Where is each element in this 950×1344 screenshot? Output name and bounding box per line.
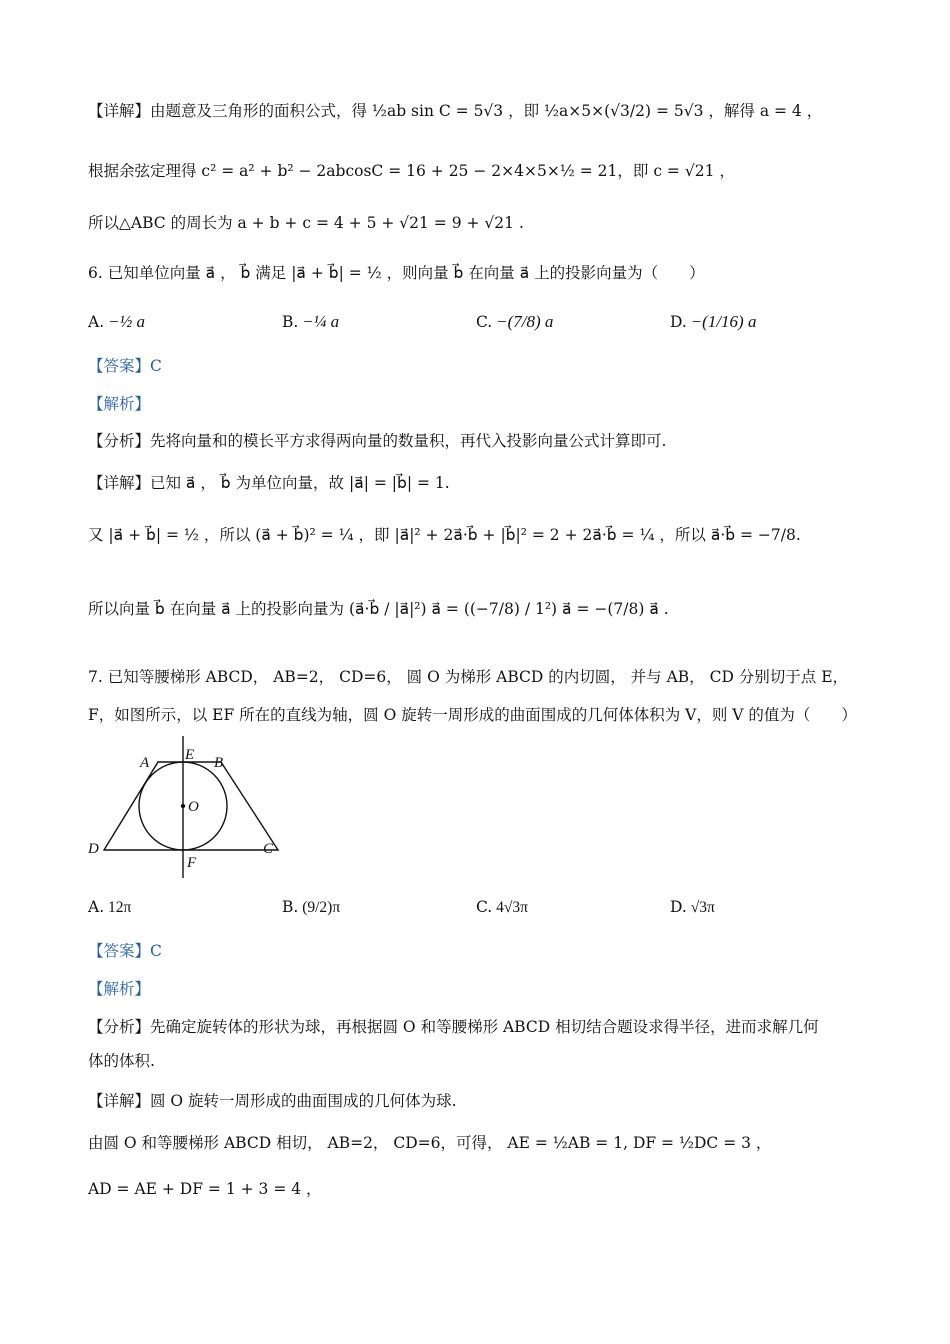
question-7-stem-2: F，如图所示，以 EF 所在的直线为轴，圆 O 旋转一周形成的曲面围成的几何体体积为 V，则 V 的值为（ ） — [88, 706, 857, 724]
q6-analysis-heading: 【解析】 — [88, 395, 151, 413]
q7-option-a — [88, 898, 131, 917]
q7-option-c — [476, 898, 528, 917]
q7-detail-3: AD = AE + DF = 1 + 3 = 4 ， — [88, 1180, 322, 1198]
q7-option-a-label: A. — [88, 898, 105, 916]
label-f: F — [187, 855, 197, 871]
q7-option-d-label: D. — [670, 898, 687, 916]
q6-option-b — [282, 312, 352, 332]
label-e: E — [185, 747, 195, 763]
q6-detail-2: 又 |a⃗ + b⃗| = ½ ，所以 (a⃗ + b⃗)² = ¼ ，即 |a⃗|² + 2a⃗·b⃗ + |b⃗|² = 2 + 2a⃗·b⃗ = ¼ ，所以 a⃗·b⃗ = −7/8. — [88, 526, 801, 544]
q6-option-a-label: A. — [88, 313, 105, 331]
line-2: 根据余弦定理得 c² = a² + b² − 2abcosC = 16 + 25 − 2×4×5×½ = 21，即 c = √21 ， — [88, 162, 735, 180]
line-1: 【详解】由题意及三角形的面积公式，得 ½ab sin C = 5√3 ，即 ½a×5×(√3/2) = 5√3 ，解得 a = 4 ， — [88, 102, 823, 120]
q6-option-d-value: −(1/16) a⃗ — [690, 312, 770, 331]
q7-option-d-value: √3π — [690, 899, 715, 916]
q6-option-c — [476, 312, 567, 332]
q7-analysis-1: 【分析】先确定旋转体的形状为球，再根据圆 O 和等腰梯形 ABCD 相切结合题设求得半径，进而求解几何 — [88, 1018, 819, 1036]
q7-answer: 【答案】C — [88, 942, 162, 960]
q7-analysis-heading: 【解析】 — [88, 980, 151, 998]
label-d: D — [88, 841, 99, 857]
q6-answer: 【答案】C — [88, 357, 162, 375]
label-c: C — [263, 841, 274, 857]
trapezoid-diagram — [82, 732, 302, 882]
q7-option-b — [282, 898, 340, 917]
q6-option-c-label: C. — [476, 313, 493, 331]
q7-option-a-value: 12π — [108, 899, 132, 916]
q6-option-a-value: −½ a⃗ — [108, 312, 159, 331]
line-3: 所以△ABC 的周长为 a + b + c = 4 + 5 + √21 = 9 + √21 . — [88, 214, 524, 232]
q7-option-c-label: C. — [476, 898, 493, 916]
label-b: B — [214, 755, 224, 771]
q6-option-d-label: D. — [670, 313, 687, 331]
q6-detail-3: 所以向量 b⃗ 在向量 a⃗ 上的投影向量为 (a⃗·b⃗ / |a⃗|²) a⃗ = ((−7/8) / 1²) a⃗ = −(7/8) a⃗ . — [88, 600, 669, 618]
label-a: A — [140, 755, 150, 771]
q6-option-d — [670, 312, 770, 332]
q7-analysis-2: 体的体积. — [88, 1052, 155, 1070]
q6-option-a — [88, 312, 158, 332]
q6-option-b-value: −¼ a⃗ — [302, 312, 353, 331]
q7-detail-1: 【详解】圆 O 旋转一周形成的曲面围成的几何体为球. — [88, 1092, 457, 1110]
q6-detail-1: 【详解】已知 a⃗ ， b⃗ 为单位向量，故 |a⃗| = |b⃗| = 1. — [88, 474, 450, 492]
q7-option-c-value: 4√3π — [496, 899, 528, 916]
q6-option-c-value: −(7/8) a⃗ — [496, 312, 567, 331]
q7-option-b-value: (9/2)π — [302, 899, 341, 916]
q7-detail-2: 由圆 O 和等腰梯形 ABCD 相切， AB=2， CD=6，可得， AE = ½AB = 1, DF = ½DC = 3 ， — [88, 1134, 772, 1152]
q7-option-d — [670, 898, 715, 917]
q6-option-b-label: B. — [282, 313, 299, 331]
center-point-o — [181, 804, 185, 808]
q6-analysis: 【分析】先将向量和的模长平方求得两向量的数量积，再代入投影向量公式计算即可. — [88, 432, 667, 450]
label-o: O — [188, 799, 199, 815]
trapezoid-figure — [82, 732, 302, 882]
question-7-stem-1: 7. 已知等腰梯形 ABCD， AB=2， CD=6， 圆 O 为梯形 ABCD 的内切圆， 并与 AB， CD 分别切于点 E， — [88, 668, 849, 686]
q7-option-b-label: B. — [282, 898, 299, 916]
question-6-stem: 6. 已知单位向量 a⃗ ， b⃗ 满足 |a⃗ + b⃗| = ½ ，则向量 b⃗ 在向量 a⃗ 上的投影向量为（ ） — [88, 264, 705, 282]
